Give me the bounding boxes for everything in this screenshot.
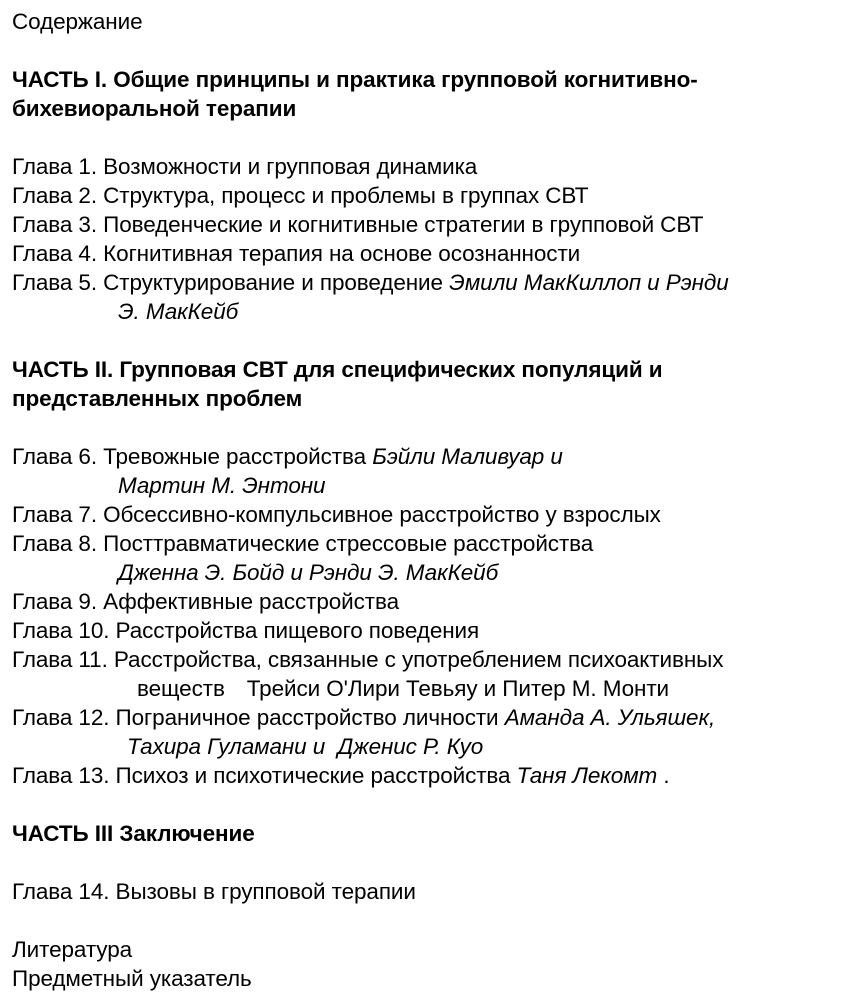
chapter-11: Глава 11. Расстройства, связанные с употреблением психоактивных [12,647,724,672]
chapter-5-authors-cont-text: Э. МакКейб [118,299,239,324]
toc-title: Содержание [12,9,143,34]
chapter-4: Глава 4. Когнитивная терапия на основе осознанности [12,241,581,266]
subject-index: Предметный указатель [12,966,252,991]
chapter-13-authors: Таня Лекомт [516,763,658,788]
part-3-heading: ЧАСТЬ III Заключение [12,821,255,846]
spacer [12,906,841,935]
chapter-1: Глава 1. Возможности и групповая динамика [12,154,478,179]
spacer [12,123,841,152]
chapter-13-title: Глава 13. Психоз и психотические расстройства [12,763,517,788]
chapter-2: Глава 2. Структура, процесс и проблемы в группах СВТ [12,183,589,208]
chapter-12-title: Глава 12. Пограничное расстройство личности [12,705,505,730]
chapter-5 [12,268,841,297]
chapter-12-authors: Аманда А. Ульяшек, [504,705,716,730]
chapter-6-title: Глава 6. Тревожные расстройства [12,444,373,469]
chapter-6-authors: Бэйли Маливуар и [372,444,563,469]
part-2-heading-line-2: представленных проблем [12,386,303,411]
spacer [12,790,841,819]
chapter-14: Глава 14. Вызовы в групповой терапии [12,879,416,904]
chapter-5-title: Глава 5. Структурирование и проведение [12,270,450,295]
chapter-12 [12,703,841,732]
chapter-9: Глава 9. Аффективные расстройства [12,589,400,614]
chapter-8-authors [12,558,841,587]
chapter-11-authors: Трейси О'Лири Тевьяу и Питер М. Монти [246,676,670,701]
chapter-13 [12,761,841,790]
part-1-heading-line-1: ЧАСТЬ I. Общие принципы и практика групповой когнитивно- [12,67,698,92]
chapter-11-title-cont: веществ [137,676,225,701]
chapter-10: Глава 10. Расстройства пищевого поведения [12,618,480,643]
spacer [12,36,841,65]
chapter-12-authors-cont [12,732,841,761]
chapter-3: Глава 3. Поведенческие и когнитивные стратегии в групповой СВТ [12,212,704,237]
part-1-heading-line-2: бихевиоральной терапии [12,96,297,121]
chapter-12-authors-cont-text: Тахира Гуламани и Дженис Р. Куо [127,734,484,759]
spacer [12,326,841,355]
references: Литература [12,937,133,962]
chapter-11-cont [12,674,841,703]
chapter-5-authors-cont [12,297,841,326]
chapter-6 [12,442,841,471]
spacer [12,848,841,877]
chapter-6-authors-cont-text: Мартин М. Энтони [118,473,326,498]
chapter-7: Глава 7. Обсессивно-компульсивное расстройство у взрослых [12,502,661,527]
chapter-5-authors: Эмили МакКиллоп и Рэнди [449,270,729,295]
chapter-8-authors-text: Дженна Э. Бойд и Рэнди Э. МакКейб [118,560,499,585]
chapter-8: Глава 8. Посттравматические стрессовые расстройства [12,531,594,556]
chapter-13-trail: . [657,763,670,788]
spacer [12,413,841,442]
chapter-6-authors-cont [12,471,841,500]
part-2-heading-line-1: ЧАСТЬ II. Групповая СВТ для специфических популяций и [12,357,663,382]
